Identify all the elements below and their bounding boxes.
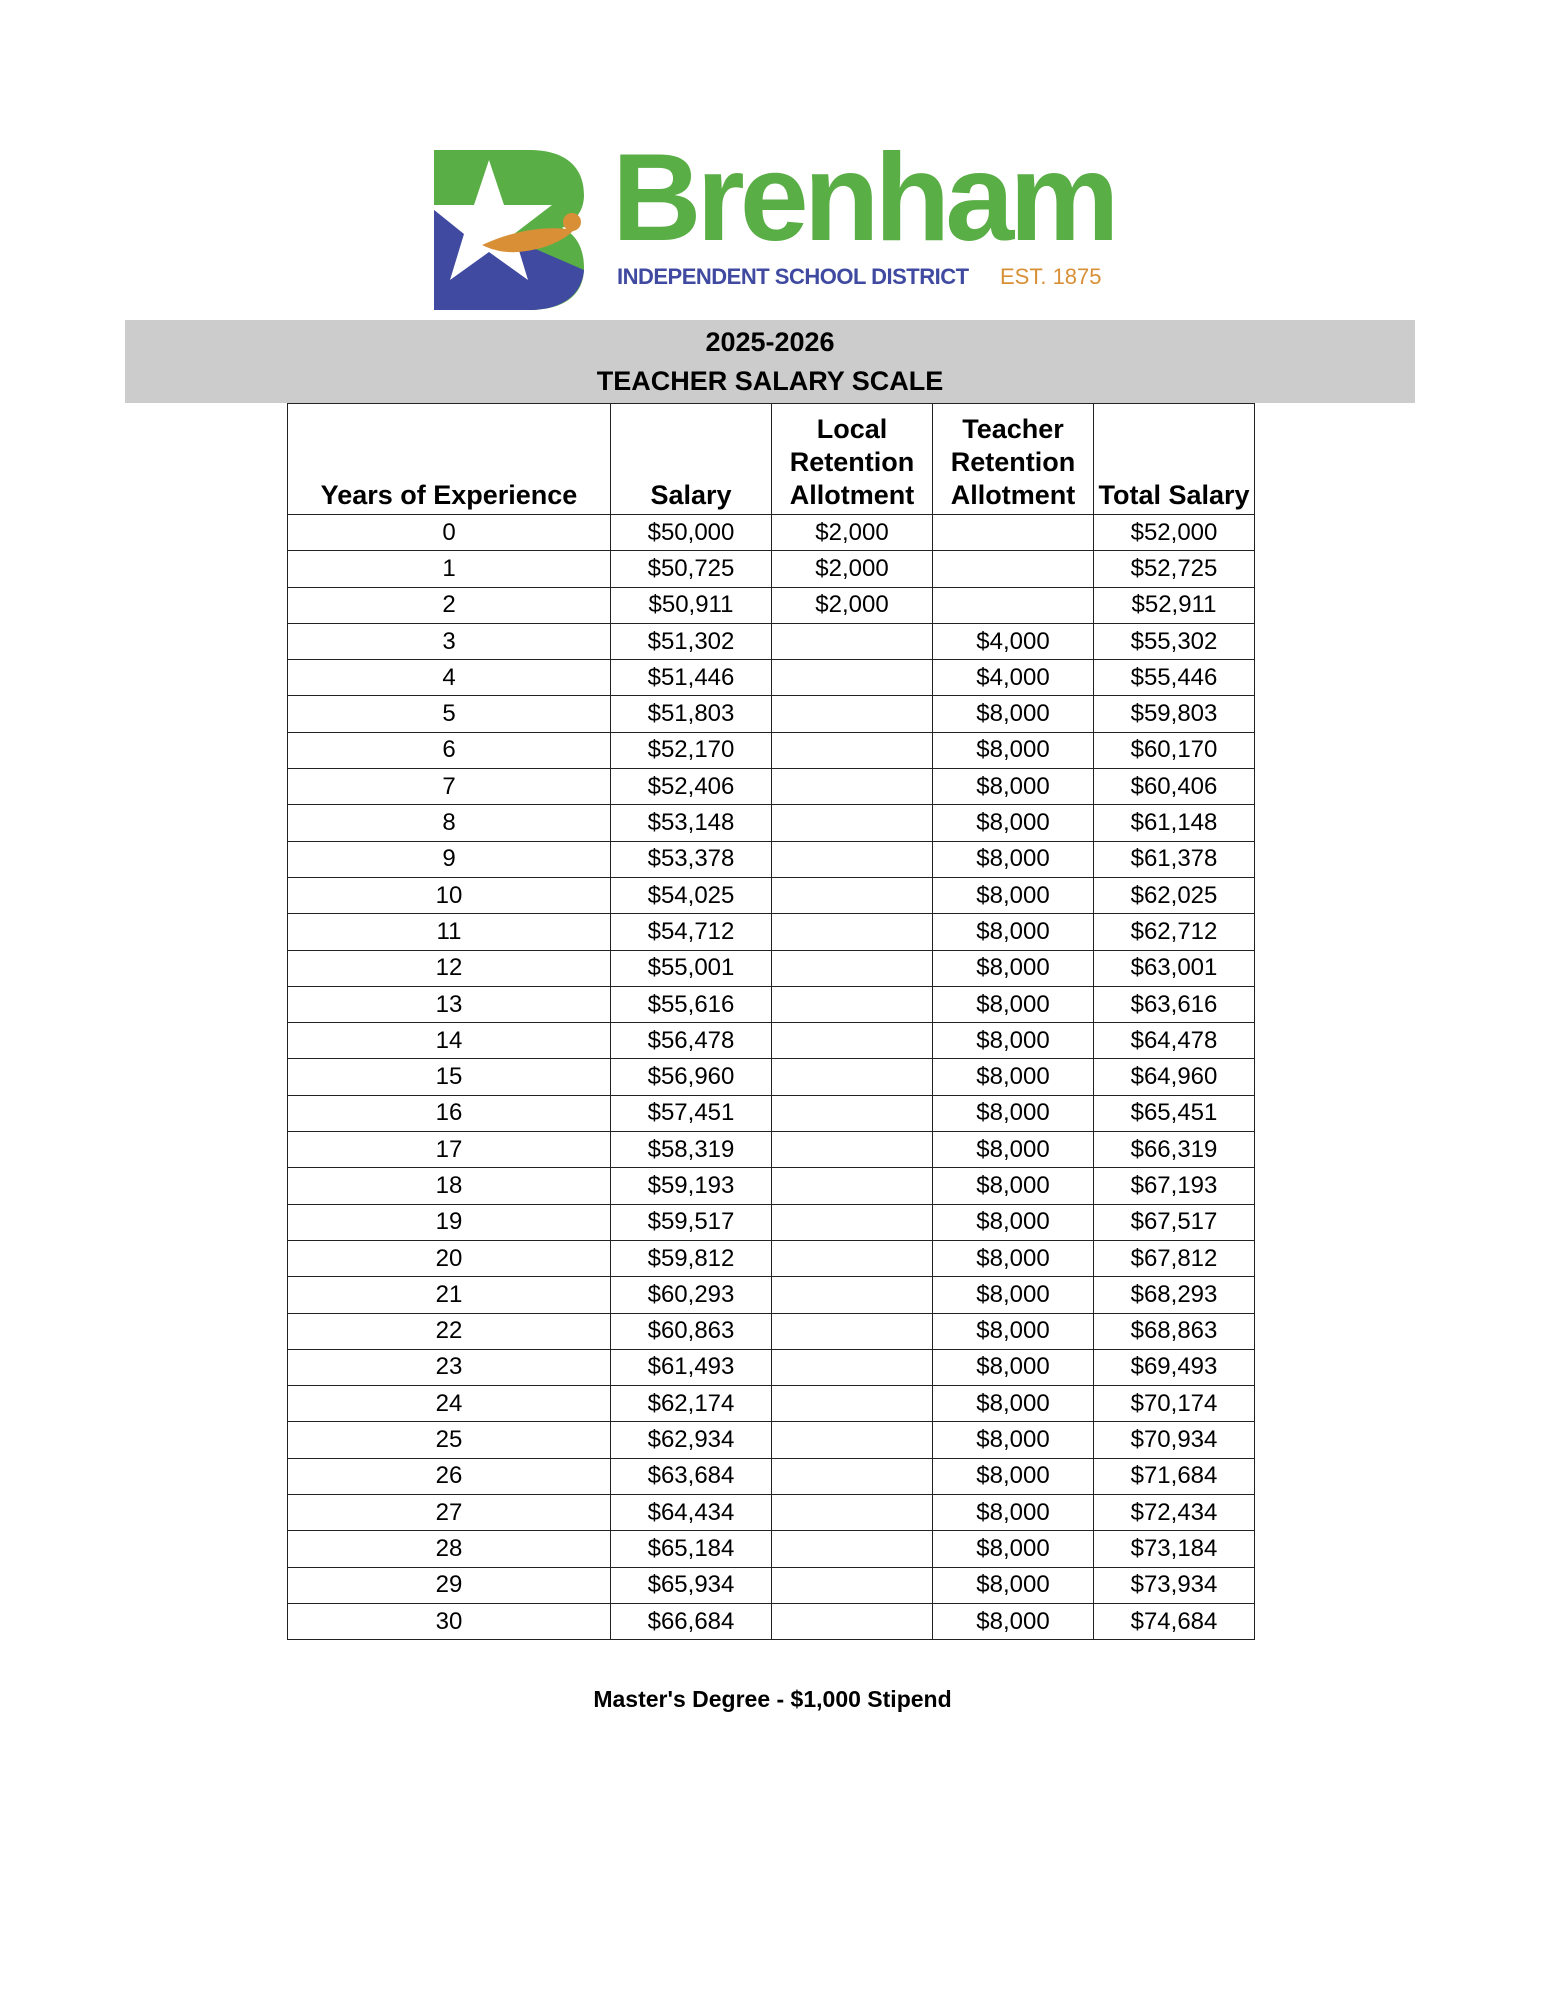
teacher-retention-cell — [933, 587, 1094, 623]
table-row — [288, 587, 1255, 623]
teacher-retention-cell: $8,000 — [933, 877, 1094, 913]
salary-table — [287, 403, 1255, 1640]
teacher-retention-cell: $8,000 — [933, 769, 1094, 805]
table-row — [288, 1603, 1255, 1639]
header-total-salary: Total Salary — [1094, 404, 1255, 515]
table-row — [288, 1313, 1255, 1349]
total-salary-cell: $64,478 — [1094, 1023, 1255, 1059]
teacher-retention-cell: $8,000 — [933, 914, 1094, 950]
years-cell: 3 — [288, 623, 611, 659]
years-cell: 18 — [288, 1168, 611, 1204]
table-row — [288, 1204, 1255, 1240]
years-cell: 11 — [288, 914, 611, 950]
total-salary-cell: $73,934 — [1094, 1567, 1255, 1603]
salary-cell: $50,000 — [611, 515, 772, 551]
table-row — [288, 1059, 1255, 1095]
salary-cell: $54,025 — [611, 877, 772, 913]
local-retention-cell — [772, 1603, 933, 1639]
total-salary-cell: $59,803 — [1094, 696, 1255, 732]
total-salary-cell: $63,001 — [1094, 950, 1255, 986]
total-salary-cell: $52,911 — [1094, 587, 1255, 623]
years-cell: 23 — [288, 1349, 611, 1385]
years-cell: 27 — [288, 1495, 611, 1531]
years-cell: 14 — [288, 1023, 611, 1059]
local-retention-cell: $2,000 — [772, 551, 933, 587]
salary-cell: $59,517 — [611, 1204, 772, 1240]
teacher-retention-cell: $8,000 — [933, 732, 1094, 768]
years-cell: 13 — [288, 986, 611, 1022]
salary-cell: $61,493 — [611, 1349, 772, 1385]
table-row — [288, 841, 1255, 877]
logo-est: EST. 1875 — [1000, 264, 1102, 289]
local-retention-cell — [772, 1168, 933, 1204]
salary-cell: $57,451 — [611, 1095, 772, 1131]
teacher-retention-cell: $8,000 — [933, 950, 1094, 986]
years-cell: 16 — [288, 1095, 611, 1131]
title-band — [125, 320, 1415, 403]
total-salary-cell: $65,451 — [1094, 1095, 1255, 1131]
total-salary-cell: $72,434 — [1094, 1495, 1255, 1531]
local-retention-cell — [772, 1313, 933, 1349]
teacher-retention-cell: $8,000 — [933, 1386, 1094, 1422]
table-row — [288, 623, 1255, 659]
total-salary-cell: $61,148 — [1094, 805, 1255, 841]
header-teacher-retention: Teacher Retention Allotment — [933, 404, 1094, 515]
years-cell: 17 — [288, 1132, 611, 1168]
total-salary-cell: $73,184 — [1094, 1531, 1255, 1567]
local-retention-cell — [772, 1349, 933, 1385]
local-retention-cell — [772, 623, 933, 659]
table-row — [288, 1531, 1255, 1567]
salary-cell: $66,684 — [611, 1603, 772, 1639]
total-salary-cell: $55,446 — [1094, 660, 1255, 696]
years-cell: 26 — [288, 1458, 611, 1494]
local-retention-cell — [772, 1495, 933, 1531]
salary-cell: $65,184 — [611, 1531, 772, 1567]
table-row — [288, 877, 1255, 913]
years-cell: 24 — [288, 1386, 611, 1422]
table-row — [288, 805, 1255, 841]
local-retention-cell — [772, 1023, 933, 1059]
local-retention-cell — [772, 1386, 933, 1422]
years-cell: 8 — [288, 805, 611, 841]
local-retention-cell — [772, 950, 933, 986]
salary-cell: $51,302 — [611, 623, 772, 659]
salary-cell: $62,934 — [611, 1422, 772, 1458]
salary-cell: $52,406 — [611, 769, 772, 805]
table-row — [288, 660, 1255, 696]
local-retention-cell — [772, 1277, 933, 1313]
header-local-retention: Local Retention Allotment — [772, 404, 933, 515]
total-salary-cell: $62,025 — [1094, 877, 1255, 913]
table-row — [288, 950, 1255, 986]
years-cell: 5 — [288, 696, 611, 732]
years-cell: 4 — [288, 660, 611, 696]
table-row — [288, 551, 1255, 587]
total-salary-cell: $69,493 — [1094, 1349, 1255, 1385]
local-retention-cell — [772, 1132, 933, 1168]
total-salary-cell: $52,000 — [1094, 515, 1255, 551]
table-row — [288, 914, 1255, 950]
teacher-retention-cell: $8,000 — [933, 1023, 1094, 1059]
teacher-retention-cell: $8,000 — [933, 1313, 1094, 1349]
salary-cell: $62,174 — [611, 1386, 772, 1422]
total-salary-cell: $67,193 — [1094, 1168, 1255, 1204]
salary-cell: $58,319 — [611, 1132, 772, 1168]
teacher-retention-cell: $8,000 — [933, 1531, 1094, 1567]
total-salary-cell: $67,812 — [1094, 1240, 1255, 1276]
local-retention-cell — [772, 1204, 933, 1240]
salary-cell: $56,960 — [611, 1059, 772, 1095]
salary-cell: $51,446 — [611, 660, 772, 696]
years-cell: 25 — [288, 1422, 611, 1458]
salary-cell: $54,712 — [611, 914, 772, 950]
district-logo — [434, 129, 1115, 310]
table-row — [288, 1023, 1255, 1059]
years-cell: 9 — [288, 841, 611, 877]
local-retention-cell — [772, 1422, 933, 1458]
table-row — [288, 1422, 1255, 1458]
logo-subtitle: INDEPENDENT SCHOOL DISTRICT — [617, 264, 969, 289]
teacher-retention-cell: $8,000 — [933, 1567, 1094, 1603]
local-retention-cell — [772, 1240, 933, 1276]
table-row — [288, 1567, 1255, 1603]
teacher-retention-cell: $8,000 — [933, 1240, 1094, 1276]
total-salary-cell: $67,517 — [1094, 1204, 1255, 1240]
logo-name: Brenham — [612, 129, 1115, 267]
teacher-retention-cell: $8,000 — [933, 1277, 1094, 1313]
footnote: Master's Degree - $1,000 Stipend — [593, 1686, 952, 1712]
years-cell: 19 — [288, 1204, 611, 1240]
salary-cell: $60,293 — [611, 1277, 772, 1313]
teacher-retention-cell: $8,000 — [933, 986, 1094, 1022]
years-cell: 7 — [288, 769, 611, 805]
teacher-retention-cell: $8,000 — [933, 1458, 1094, 1494]
salary-cell: $51,803 — [611, 696, 772, 732]
total-salary-cell: $70,174 — [1094, 1386, 1255, 1422]
local-retention-cell — [772, 1567, 933, 1603]
table-row — [288, 1458, 1255, 1494]
table-row — [288, 732, 1255, 768]
total-salary-cell: $63,616 — [1094, 986, 1255, 1022]
salary-cell: $56,478 — [611, 1023, 772, 1059]
total-salary-cell: $62,712 — [1094, 914, 1255, 950]
salary-cell: $52,170 — [611, 732, 772, 768]
local-retention-cell — [772, 877, 933, 913]
teacher-retention-cell — [933, 515, 1094, 551]
local-retention-cell — [772, 841, 933, 877]
table-row — [288, 1132, 1255, 1168]
local-retention-cell — [772, 1531, 933, 1567]
teacher-retention-cell: $8,000 — [933, 1059, 1094, 1095]
years-cell: 29 — [288, 1567, 611, 1603]
total-salary-cell: $52,725 — [1094, 551, 1255, 587]
years-cell: 10 — [288, 877, 611, 913]
local-retention-cell — [772, 914, 933, 950]
table-row — [288, 1095, 1255, 1131]
page-title: TEACHER SALARY SCALE — [596, 366, 944, 396]
teacher-retention-cell: $8,000 — [933, 696, 1094, 732]
teacher-retention-cell: $8,000 — [933, 1603, 1094, 1639]
teacher-retention-cell — [933, 551, 1094, 587]
total-salary-cell: $61,378 — [1094, 841, 1255, 877]
teacher-retention-cell: $8,000 — [933, 841, 1094, 877]
teacher-retention-cell: $4,000 — [933, 660, 1094, 696]
total-salary-cell: $60,170 — [1094, 732, 1255, 768]
local-retention-cell — [772, 696, 933, 732]
years-cell: 2 — [288, 587, 611, 623]
years-cell: 30 — [288, 1603, 611, 1639]
local-retention-cell: $2,000 — [772, 515, 933, 551]
salary-cell: $60,863 — [611, 1313, 772, 1349]
total-salary-cell: $68,293 — [1094, 1277, 1255, 1313]
total-salary-cell: $66,319 — [1094, 1132, 1255, 1168]
teacher-retention-cell: $8,000 — [933, 1495, 1094, 1531]
total-salary-cell: $60,406 — [1094, 769, 1255, 805]
header-years: Years of Experience — [288, 404, 611, 515]
teacher-retention-cell: $8,000 — [933, 1422, 1094, 1458]
years-cell: 12 — [288, 950, 611, 986]
total-salary-cell: $68,863 — [1094, 1313, 1255, 1349]
years-cell: 28 — [288, 1531, 611, 1567]
salary-cell: $59,812 — [611, 1240, 772, 1276]
years-cell: 22 — [288, 1313, 611, 1349]
table-row — [288, 1349, 1255, 1385]
table-header-row — [288, 404, 1255, 515]
teacher-retention-cell: $8,000 — [933, 1095, 1094, 1131]
salary-cell: $53,378 — [611, 841, 772, 877]
years-cell: 20 — [288, 1240, 611, 1276]
local-retention-cell — [772, 805, 933, 841]
local-retention-cell — [772, 1095, 933, 1131]
total-salary-cell: $70,934 — [1094, 1422, 1255, 1458]
table-row — [288, 986, 1255, 1022]
star-b-logo-icon — [434, 150, 584, 310]
salary-cell: $50,725 — [611, 551, 772, 587]
total-salary-cell: $71,684 — [1094, 1458, 1255, 1494]
years-cell: 6 — [288, 732, 611, 768]
years-cell: 21 — [288, 1277, 611, 1313]
table-row — [288, 515, 1255, 551]
teacher-retention-cell: $8,000 — [933, 1132, 1094, 1168]
table-row — [288, 1240, 1255, 1276]
local-retention-cell — [772, 1059, 933, 1095]
total-salary-cell: $74,684 — [1094, 1603, 1255, 1639]
teacher-retention-cell: $8,000 — [933, 1349, 1094, 1385]
salary-cell: $55,001 — [611, 950, 772, 986]
table-row — [288, 1168, 1255, 1204]
local-retention-cell — [772, 986, 933, 1022]
local-retention-cell — [772, 769, 933, 805]
teacher-retention-cell: $8,000 — [933, 805, 1094, 841]
table-row — [288, 696, 1255, 732]
years-cell: 1 — [288, 551, 611, 587]
salary-cell: $50,911 — [611, 587, 772, 623]
salary-cell: $55,616 — [611, 986, 772, 1022]
teacher-retention-cell: $8,000 — [933, 1168, 1094, 1204]
local-retention-cell — [772, 1458, 933, 1494]
local-retention-cell — [772, 732, 933, 768]
total-salary-cell: $55,302 — [1094, 623, 1255, 659]
header-salary: Salary — [611, 404, 772, 515]
table-row — [288, 1386, 1255, 1422]
years-cell: 15 — [288, 1059, 611, 1095]
years-cell: 0 — [288, 515, 611, 551]
teacher-retention-cell: $4,000 — [933, 623, 1094, 659]
table-row — [288, 1277, 1255, 1313]
salary-cell: $64,434 — [611, 1495, 772, 1531]
table-row — [288, 1495, 1255, 1531]
local-retention-cell: $2,000 — [772, 587, 933, 623]
salary-cell: $59,193 — [611, 1168, 772, 1204]
table-row — [288, 769, 1255, 805]
salary-cell: $63,684 — [611, 1458, 772, 1494]
salary-cell: $53,148 — [611, 805, 772, 841]
salary-cell: $65,934 — [611, 1567, 772, 1603]
total-salary-cell: $64,960 — [1094, 1059, 1255, 1095]
teacher-retention-cell: $8,000 — [933, 1204, 1094, 1240]
school-year: 2025-2026 — [705, 327, 835, 357]
local-retention-cell — [772, 660, 933, 696]
